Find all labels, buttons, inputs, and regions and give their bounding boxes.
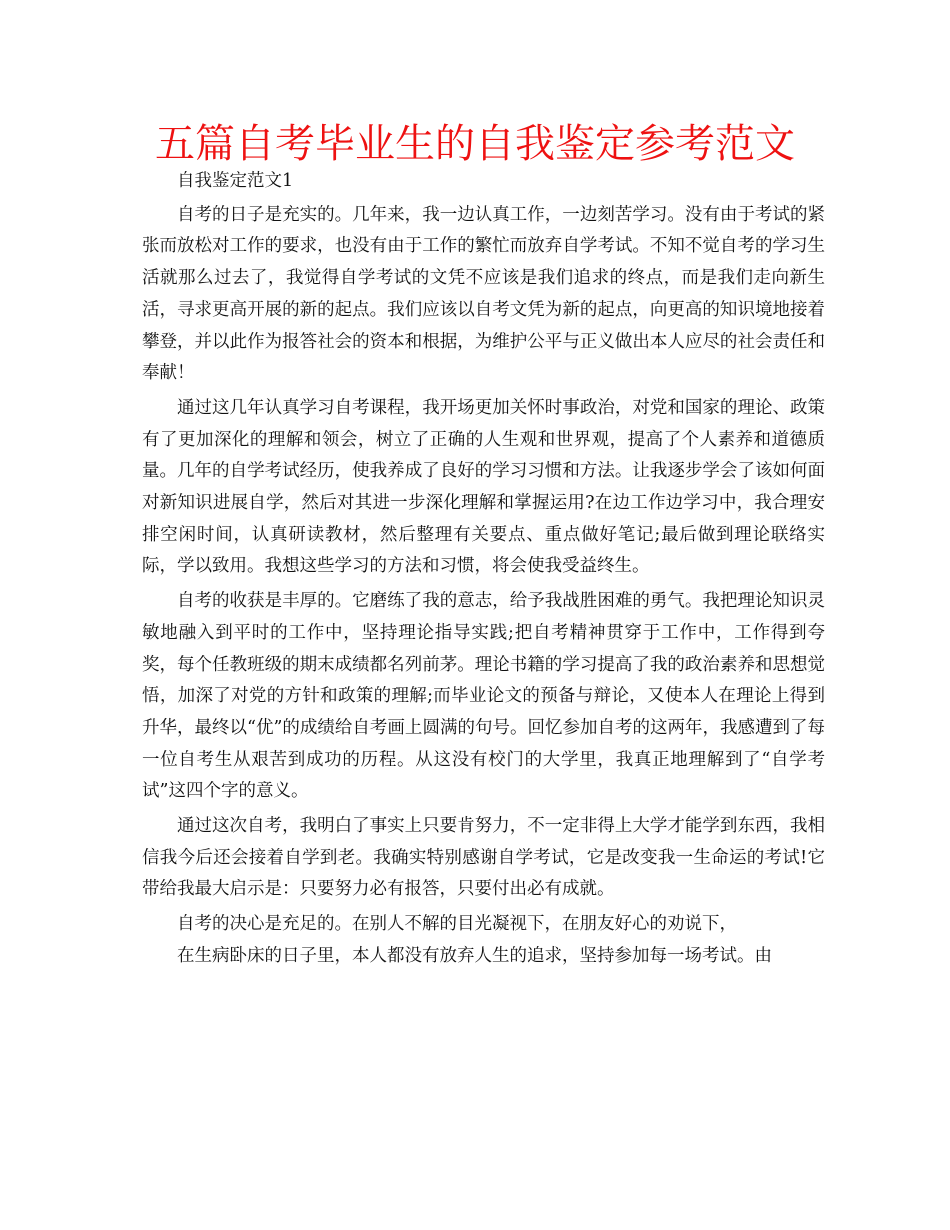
document-title: 五篇自考毕业生的自我鉴定参考范文 bbox=[155, 121, 795, 167]
paragraph: 通过这次自考，我明白了事实上只要肯努力，不一定非得上大学才能学到东西，我相信我今后还会接着自学到老。我确实特别感谢自学考试，它是改变我一生命运的考试!它带给我最大启示是：只要努力必有报答，只要付出必有成就。 bbox=[142, 816, 825, 900]
section-subtitle: 自我鉴定范文1 bbox=[177, 171, 294, 191]
paragraph: 在生病卧床的日子里，本人都没有放弃人生的追求，坚持参加每一场考试。由 bbox=[177, 945, 772, 966]
document-body bbox=[142, 166, 825, 973]
paragraph: 通过这几年认真学习自考课程，我开场更加关怀时事政治，对党和国家的理论、政策有了更加深化的理解和领会，树立了正确的人生观和世界观，提高了个人素养和道德质量。几年的自学考试经历，使我养成了良好的学习习惯和方法。让我逐步学会了该如何面对新知识进展自学，然后对其进一步深化理解和掌握运用?在边工作边学习中，我合理安排空闲时间，认真研读教材，然后整理有关要点、重点做好笔记;最后做到理论联络实际，学以致用。我想这些学习的方法和习惯，将会使我受益终生。 bbox=[142, 397, 825, 577]
paragraph: 自考的决心是充足的。在别人不解的目光凝视下，在朋友好心的劝说下， bbox=[177, 914, 737, 935]
paragraph: 自考的日子是充实的。几年来，我一边认真工作，一边刻苦学习。没有由于考试的紧张而放松对工作的要求，也没有由于工作的繁忙而放弃自学考试。不知不觉自考的学习生活就那么过去了，我觉得自学考试的文凭不应该是我们追求的终点，而是我们走向新生活，寻求更高开展的新的起点。我们应该以自考文凭为新的起点，向更高的知识境地接着攀登，并以此作为报答社会的资本和根据，为维护公平与正义做出本人应尽的社会责任和奉献！ bbox=[142, 204, 825, 384]
paragraph: 自考的收获是丰厚的。它磨练了我的意志，给予我战胜困难的勇气。我把理论知识灵敏地融入到平时的工作中，坚持理论指导实践;把自考精神贯穿于工作中，工作得到夸奖，每个任教班级的期末成绩都名列前茅。理论书籍的学习提高了我的政治素养和思想觉悟，加深了对党的方针和政策的理解;而毕业论文的预备与辩论，又使本人在理论上得到升华，最终以“优”的成绩给自考画上圆满的句号。回忆参加自考的这两年，我感遭到了每一位自考生从艰苦到成功的历程。从这没有校门的大学里，我真正地理解到了“自学考试”这四个字的意义。 bbox=[142, 591, 825, 802]
